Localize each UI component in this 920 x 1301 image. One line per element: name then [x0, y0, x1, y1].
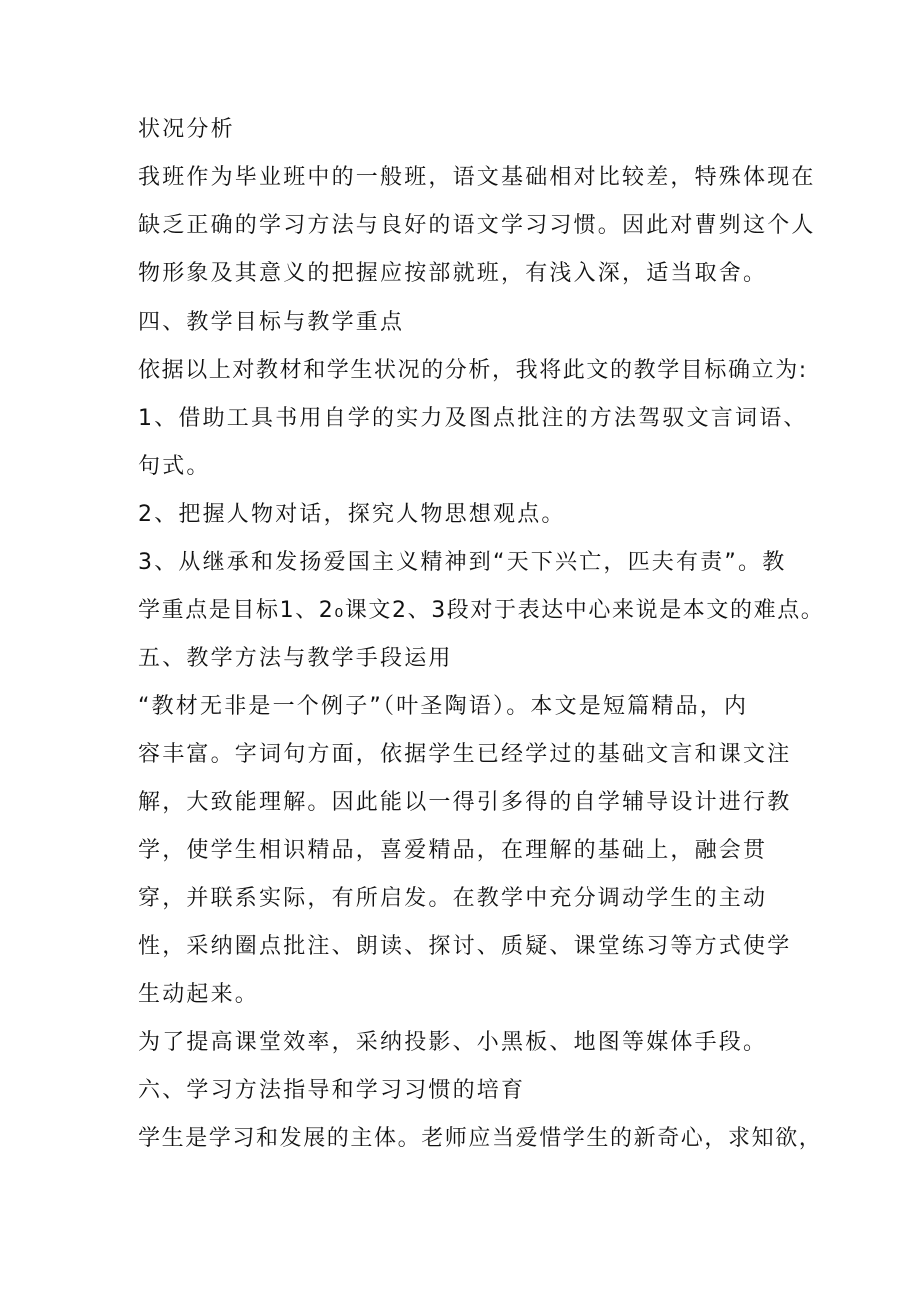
text-line-2: 我班作为毕业班中的一般班，语文基础相对比较差，特殊体现在 — [138, 165, 816, 190]
text-line-16: 学，使学生相识精品，喜爱精品，在理解的基础上，融会贯 — [138, 838, 768, 863]
text-line-11: 学重点是目标1、2₀课文2、3段对于表达中心来说是本文的难点。 — [138, 598, 825, 623]
text-line-3: 缺乏正确的学习方法与良好的语文学习习惯。因此对曹刿这个人 — [138, 213, 816, 238]
text-line-4: 物形象及其意义的把握应按部就班，有浅入深，适当取舍。 — [138, 261, 768, 286]
section-heading-4: 四、教学目标与教学重点 — [138, 310, 405, 335]
section-heading-6: 六、学习方法指导和学习习惯的培育 — [138, 1078, 526, 1103]
text-line-1: 状况分析 — [138, 117, 235, 142]
text-line-10: 3、从继承和发扬爱国主义精神到“天下兴亡，匹夫有责”。教 — [138, 550, 787, 575]
text-line-18: 性，采纳圈点批注、朗读、探讨、质疑、课堂练习等方式使学 — [138, 934, 792, 959]
text-line-19: 生动起来。 — [138, 982, 260, 1007]
text-line-17: 穿，并联系实际，有所启发。在教学中充分调动学生的主动 — [138, 886, 768, 911]
text-line-7: 1、借助工具书用自学的实力及图点批注的方法驾驭文言词语、 — [138, 406, 808, 431]
text-line-6: 依据以上对教材和学生状况的分析，我将此文的教学目标确立为: — [138, 358, 808, 383]
text-line-9: 2、把握人物对话，探究人物思想观点。 — [138, 502, 566, 527]
section-heading-5: 五、教学方法与教学手段运用 — [138, 646, 453, 671]
text-line-20: 为了提高课堂效率，采纳投影、小黑板、地图等媒体手段。 — [138, 1030, 768, 1055]
text-line-14: 容丰富。字词句方面，依据学生已经学过的基础文言和课文注 — [138, 742, 792, 767]
text-line-15: 解，大致能理解。因此能以一得引多得的自学辅导设计进行教 — [138, 790, 792, 815]
text-line-22: 学生是学习和发展的主体。老师应当爱惜学生的新奇心，求知欲， — [138, 1126, 823, 1151]
text-line-8: 句式。 — [138, 454, 211, 479]
text-line-13: “教材无非是一个例子”（叶圣陶语）。本文是短篇精品，内 — [138, 694, 749, 719]
